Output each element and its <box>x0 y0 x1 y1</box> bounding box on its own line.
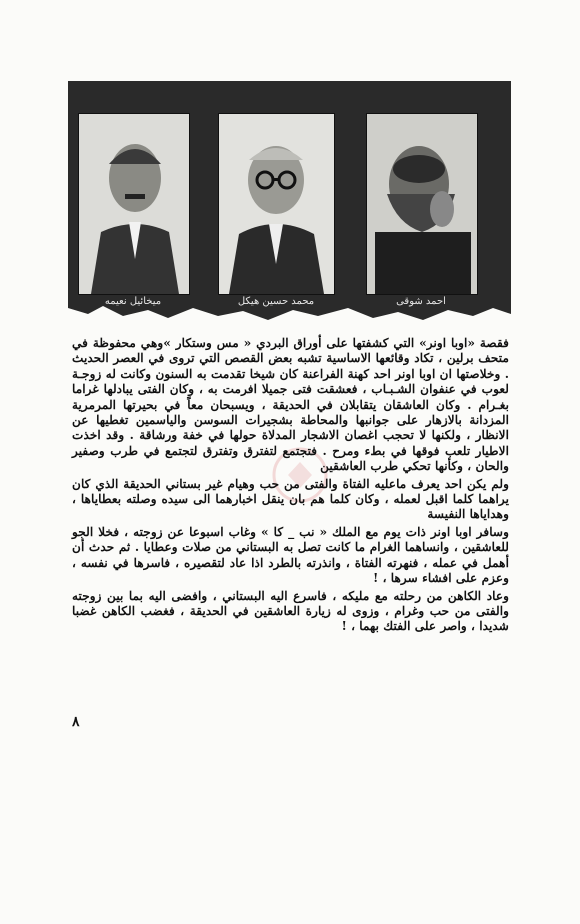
photo-caption: ميخائيل نعيمه <box>104 296 162 307</box>
page-number: ٨ <box>72 714 80 730</box>
portrait-icon <box>367 114 477 294</box>
photo-band <box>68 81 511 326</box>
portrait-icon <box>79 114 189 294</box>
portrait-photo-2 <box>218 113 335 295</box>
torn-edge <box>68 296 511 326</box>
portrait-photo-1 <box>366 113 478 295</box>
paragraph: وسافر اوبا اونر ذات يوم مع الملك « نب _ كا » وغاب اسبوعا عن زوجته ، فخلا الجو للعاشقين ، وانساهما الغرام ما كانت تصل به البستاني من صلات وعطايا . ثم حدث أن أهمل في عمله ، فنهرته الفتاة ، وانذرته بالطرد اذا عاد لتقصيره ، فاسرها في نفسه ، وعزم على افشاء سرها ، ! <box>72 524 509 586</box>
photo-caption: محمد حسين هيكل <box>237 296 315 307</box>
portrait-icon <box>219 114 334 294</box>
photo-caption: احمد شوقی <box>396 296 446 307</box>
paragraph: فقصة «اوبا اونر» التي كشفتها على أوراق البردي « مس وستكار »وهي محفوظة في متحف برلين ، تكاد وقائعها الاساسية تشبه بعض القصص التي تروى في العصر الحديث . وخلاصتها ان اوبا اونر احد كهنة الفراعنة كان شيخا تقدمت به السنون وكانت له زوجـة لعوب في عنفوان الشـبـاب ، فعشقت فتى جميلا افرمت به ، وكان الفتى يبادلها غراما بغـرام . وكان العاشقان يتقابلان في الحديقة ، ويسبحان معاً في بحيرتها المرمرية المزدانة بالازهار على جوانبها والمحاطة بشجيرات السوسن والياسمين تغطيها عن الانظار ، ولكنها لا تحجب اغصان الاشجار المدلاة حولها في خفة ورشاقة . وقد اخذت الاطيار تلعب فوقها في بطء ومرح . فتجتمع لتفترق وتفترق لتجتمع في طرب وصفير والحان ، وكأنها تحكي طرب العاشقين <box>72 336 509 474</box>
portrait-photo-3 <box>78 113 190 295</box>
paragraph: وعاد الكاهن من رحلته مع مليكه ، فاسرع اليه البستاني ، وافضى اليه بما بين زوجته والفتى من حب وغرام ، وزوى له زيارة العاشقين في الحديقة ، فغضب الكاهن غضبا شديدا ، واصر على الفتك بهما ، ! <box>72 588 509 634</box>
article-text <box>72 336 509 637</box>
paragraph: ولم يكن احد يعرف ماعليه الفتاة والفتى من حب وهيام غير بستاني الحديقة الذي كان يراهما كلما اقبل لعمله ، وكان كلما هم بان ينقل اخبارهما الى سيده وصلته بعطاياها ، وهداياها النفيسة <box>72 476 509 522</box>
